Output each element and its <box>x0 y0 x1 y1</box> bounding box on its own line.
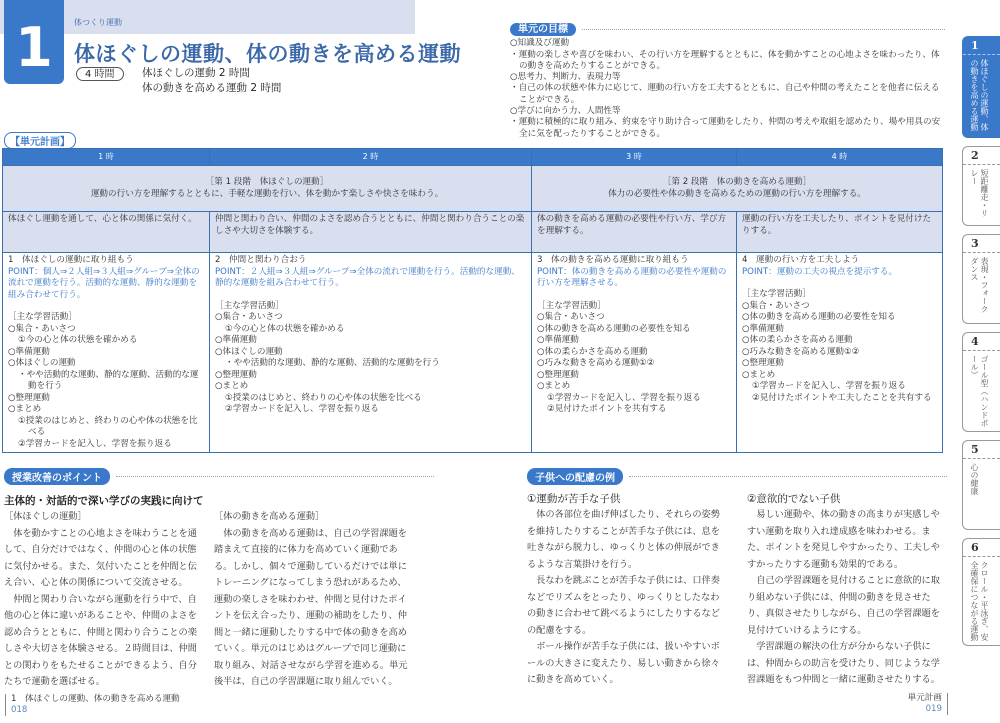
lesson-point: POINT：個人⇒２人組⇒３人組⇒グループ⇒全体の流れで運動を行う。活動的な運動、静的な運動を組み合わせて行う。 <box>8 266 200 300</box>
page-number: 019 <box>925 704 942 714</box>
care-column: ②意欲的でない子供 易しい運動や、体の動きの高まりが実感しやすい運動を取り入れ達成感を味わわせる。また、ポイントを発見しやすかったり、工夫しやすかったりする運動も効果的である。 自己の学習課題を見付けることに意欲的に取り組めない子供には、仲間の動きを見させたり、真似させたりしながら、自己の学習課題を見付けていけるようにする。 学習課題の解決の仕方が分からない子供には、仲間からの助言を受けたり、同じような学習課題をもつ仲間と一緒に運動させたりする。 <box>747 493 940 685</box>
goal-text: ・運動に積極的に取り組み、約束を守り助け合って運動をしたり、仲間の考えや取組を認めたり、場や用具の安全に気を配ったりすることができる。 <box>510 117 941 139</box>
lesson-cell <box>532 253 737 453</box>
activity-item: ○準備運動 <box>742 323 784 334</box>
activity-item: ○まとめ <box>8 404 42 414</box>
dotted-rule <box>116 476 434 477</box>
goal-head: ○学びに向かう力、人間性等 <box>510 106 621 117</box>
chapter-tab[interactable]: 4 ゴール型（ハンドボール） <box>962 332 1000 432</box>
activity-item: ②見付けたポイントを共有する <box>547 404 667 414</box>
improvement-heading: 授業改善のポイント <box>4 468 110 485</box>
care-section <box>527 468 947 689</box>
plan-heading: 【単元計画】 <box>4 130 76 149</box>
lesson-cell <box>210 253 532 453</box>
page-title: 体ほぐしの運動、体の動きを高める運動 <box>74 42 461 66</box>
activity-item: ○準備運動 <box>537 335 579 345</box>
chapter-tab[interactable]: 5 心の健康 <box>962 440 1000 530</box>
goals-heading: 単元の目標 <box>510 23 576 36</box>
unit-plan-table <box>2 148 943 453</box>
hours-badge: 4 時間 <box>76 67 124 81</box>
goal-text: ・自己の体の状態や体力に応じて、運動の行い方を工夫するとともに、自己や仲間の考えたことを他者に伝えることができる。 <box>510 83 940 105</box>
aim-cell: 体の動きを高める運動の必要性や行い方、学び方を理解する。 <box>532 212 737 253</box>
lesson-row <box>3 253 943 453</box>
chapter-tab[interactable]: 1 体ほぐしの運動、体の動きを高める運動 <box>962 36 1000 138</box>
chapter-tab[interactable]: 2 短距離走・リレー <box>962 146 1000 226</box>
lesson-point: POINT：体の動きを高める運動の必要性や運動の行い方を理解させる。 <box>537 266 727 288</box>
lesson-cell <box>737 253 943 453</box>
activity-item: ○体ほぐしの運動 <box>215 346 283 357</box>
goal-head: ○知識及び運動 <box>510 38 570 49</box>
col-header: 1 時 <box>3 149 210 166</box>
improvement-subtitle: 主体的・対話的で深い学びの実践に向けて <box>4 495 204 507</box>
category-label: 体つくり運動 <box>74 18 122 27</box>
care-heading: 子供への配慮の例 <box>527 468 623 485</box>
activity-item: ○集合・あいさつ <box>8 323 76 334</box>
aim-cell: 体ほぐし運動を通して、心と体の関係に気付く。 <box>3 212 210 253</box>
activity-item: ○まとめ <box>537 381 571 391</box>
stage-row <box>3 166 943 212</box>
aim-row <box>3 212 943 253</box>
activity-item: ○まとめ <box>215 381 249 391</box>
activity-item: ○準備運動 <box>8 346 50 357</box>
dotted-rule <box>582 29 945 30</box>
spacer <box>537 290 731 301</box>
col-header: 4 時 <box>737 149 943 166</box>
activity-item: ○整理運動 <box>537 369 579 380</box>
activity-item: ①授業のはじめと、終わりの心や体の状態を比べる <box>18 415 198 437</box>
improvement-columns <box>4 509 434 691</box>
aim-cell: 仲間と関わり合い、仲間のよさを認め合うとともに、仲間と関わり合うことの楽しさや大切さを体験する。 <box>210 212 532 253</box>
lesson-point: POINT：２人組⇒３人組⇒グループ⇒全体の流れで運動を行う。活動的な運動、静的な運動を組み合わせて行う。 <box>215 266 520 288</box>
lesson-title: 3 体の動きを高める運動に取り組もう <box>537 255 689 265</box>
activity-item: ○整理運動 <box>215 369 257 380</box>
activity-item: ①学習カードを記入し、学習を振り返る <box>752 381 906 391</box>
col-header: 3 時 <box>532 149 737 166</box>
col-header: 2 時 <box>210 149 532 166</box>
spacer <box>742 278 937 289</box>
activity-item: ○集合・あいさつ <box>215 312 283 322</box>
hours-line: 体ほぐしの運動 2 時間 <box>142 67 250 79</box>
dotted-rule <box>629 476 947 477</box>
spacer <box>215 290 526 301</box>
goal-text: ・運動の楽しさや喜びを味わい、その行い方を理解するとともに、体を動かすことの心地よさを味わったり、体の動きを高めたりすることができる。 <box>510 49 940 71</box>
activity-item: ①学習カードを記入し、学習を振り返る <box>547 392 701 403</box>
activity-item: ○体ほぐしの運動 <box>8 358 76 368</box>
lesson-cell <box>3 253 210 453</box>
care-column: ①運動が苦手な子供 体の各部位を曲げ伸ばしたり、それらの姿勢を維持したりすることが苦手な子供には、息を吐きながら脱力し、ゆっくりと体の伸展ができるような言葉掛けを行う。 長なわを跳ぶことが苦手な子供には、口伴奏などでリズムをとったり、ゆっくりとしたなわの動きに合わせて跳べるようにしたりするなどの配慮をする。 ボール操作が苦手な子供には、扱いやすいボールの大きさに変えたり、易しい動きから徐々に動きを高めていく。 <box>527 493 720 685</box>
activities-label: ［主な学習活動］ <box>537 300 606 311</box>
activities-label: ［主な学習活動］ <box>742 289 811 299</box>
chapter-tabs <box>962 36 1000 654</box>
activity-item: ○集合・あいさつ <box>742 300 810 311</box>
activity-item: ○体の柔らかさを高める運動 <box>537 346 648 357</box>
activity-item: ○巧みな動きを高める運動①② <box>742 346 860 357</box>
page-number: 018 <box>11 705 28 715</box>
unit-number-badge: 1 <box>4 0 64 84</box>
activity-item: ○整理運動 <box>8 392 50 403</box>
activity-item: ○体の柔らかさを高める運動 <box>742 335 853 345</box>
activity-item: ②学習カードを記入し、学習を振り返る <box>225 404 379 414</box>
activity-item: ○まとめ <box>742 369 776 380</box>
hours-breakdown <box>142 66 281 96</box>
activity-item: ○準備運動 <box>215 335 257 345</box>
improvement-section <box>4 468 434 691</box>
activity-item: ①今の心と体の状態を確かめる <box>225 323 345 334</box>
activity-item: ○体の動きを高める運動の必要性を知る <box>537 323 691 334</box>
activity-item: ①授業のはじめと、終わりの心や体の状態を比べる <box>225 392 422 403</box>
activity-item: ・やや活動的な運動、静的な運動、活動的な運動を行う <box>18 369 199 391</box>
table-header-row <box>3 149 943 166</box>
activities-label: ［主な学習活動］ <box>8 312 77 322</box>
chapter-tab[interactable]: 3 表現・フォークダンス <box>962 234 1000 324</box>
activity-item: ○整理運動 <box>742 358 784 368</box>
lesson-title: 1 体ほぐしの運動に取り組もう <box>8 255 134 265</box>
unit-goals <box>510 23 945 140</box>
improvement-column: ［体の動きを高める運動］ 体の動きを高める運動は、自己の学習課題を踏まえて直接的に体力を高めていく運動である。しかし、個々で運動しているだけでは単にトレーニングになってしまう恐れがあるため、運動の楽しさを味わわせ、仲間と見付けたポイントを伝え合ったり、運動の補助をしたり、仲間と一緒に運動したりする中で体の動きを高めていく。単元のはじめはグループで同じ運動に取り組み、対話させながら学習を進める。単元後半は、自己の学習課題に取り組んでいく。 <box>214 511 408 687</box>
activity-item: ○集合・あいさつ <box>537 312 605 322</box>
hours-line: 体の動きを高める運動 2 時間 <box>142 82 282 94</box>
lesson-title: 2 仲間と関わり合おう <box>215 255 307 265</box>
activity-item: ○体の動きを高める運動の必要性を知る <box>742 312 896 322</box>
activities-label: ［主な学習活動］ <box>215 300 284 311</box>
footer-left: 1 体ほぐしの運動、体の動きを高める運動 018 <box>5 694 180 716</box>
lesson-title: 4 運動の行い方を工夫しよう <box>742 255 860 265</box>
aim-cell: 運動の行い方を工夫したり、ポイントを見付けたりする。 <box>737 212 943 253</box>
stage-cell: ［第 2 段階 体の動きを高める運動］ 体力の必要性や体の動きを高めるための運動の行い方を理解する。 <box>532 166 943 212</box>
activity-item: ①今の心と体の状態を確かめる <box>18 335 138 345</box>
activity-item: ②見付けたポイントや工夫したことを共有する <box>752 392 932 403</box>
activity-item: ・やや活動的な運動、静的な運動、活動的な運動を行う <box>225 358 440 368</box>
spacer <box>8 301 204 312</box>
activity-item: ②学習カードを記入し、学習を振り返る <box>18 438 172 449</box>
care-columns <box>527 491 947 689</box>
chapter-tab[interactable]: 6 クロール・平泳ぎ、安全確保につながる運動 <box>962 538 1000 646</box>
stage-cell: ［第 1 段階 体ほぐしの運動］ 運動の行い方を理解するとともに、手軽な運動を行い、体を動かす楽しさや快さを味わう。 <box>3 166 532 212</box>
footer-right: 単元計画 019 <box>908 693 948 715</box>
activity-item: ○巧みな動きを高める運動①② <box>537 358 655 368</box>
improvement-column: ［体ほぐしの運動］ 体を動かすことの心地よさを味わうことを通して、自分だけではなく、仲間の心と体の状態に気付かせる。また、気付いたことを仲間と伝え合い、心と体の関係について交流させる。 仲間と関わり合いながら運動を行う中で、自他の心と体に違いがあることや、仲間のよさを認め合うとともに、仲間と関わり合うことの楽しさや大切さを体験させる。２時間目は、仲間との関わりをもたせることができるよう、自分たちで運動を選ばせる。 <box>4 511 197 687</box>
lesson-point: POINT：運動の工夫の視点を提示する。 <box>742 266 898 277</box>
goal-head: ○思考力、判断力、表現力等 <box>510 72 621 83</box>
